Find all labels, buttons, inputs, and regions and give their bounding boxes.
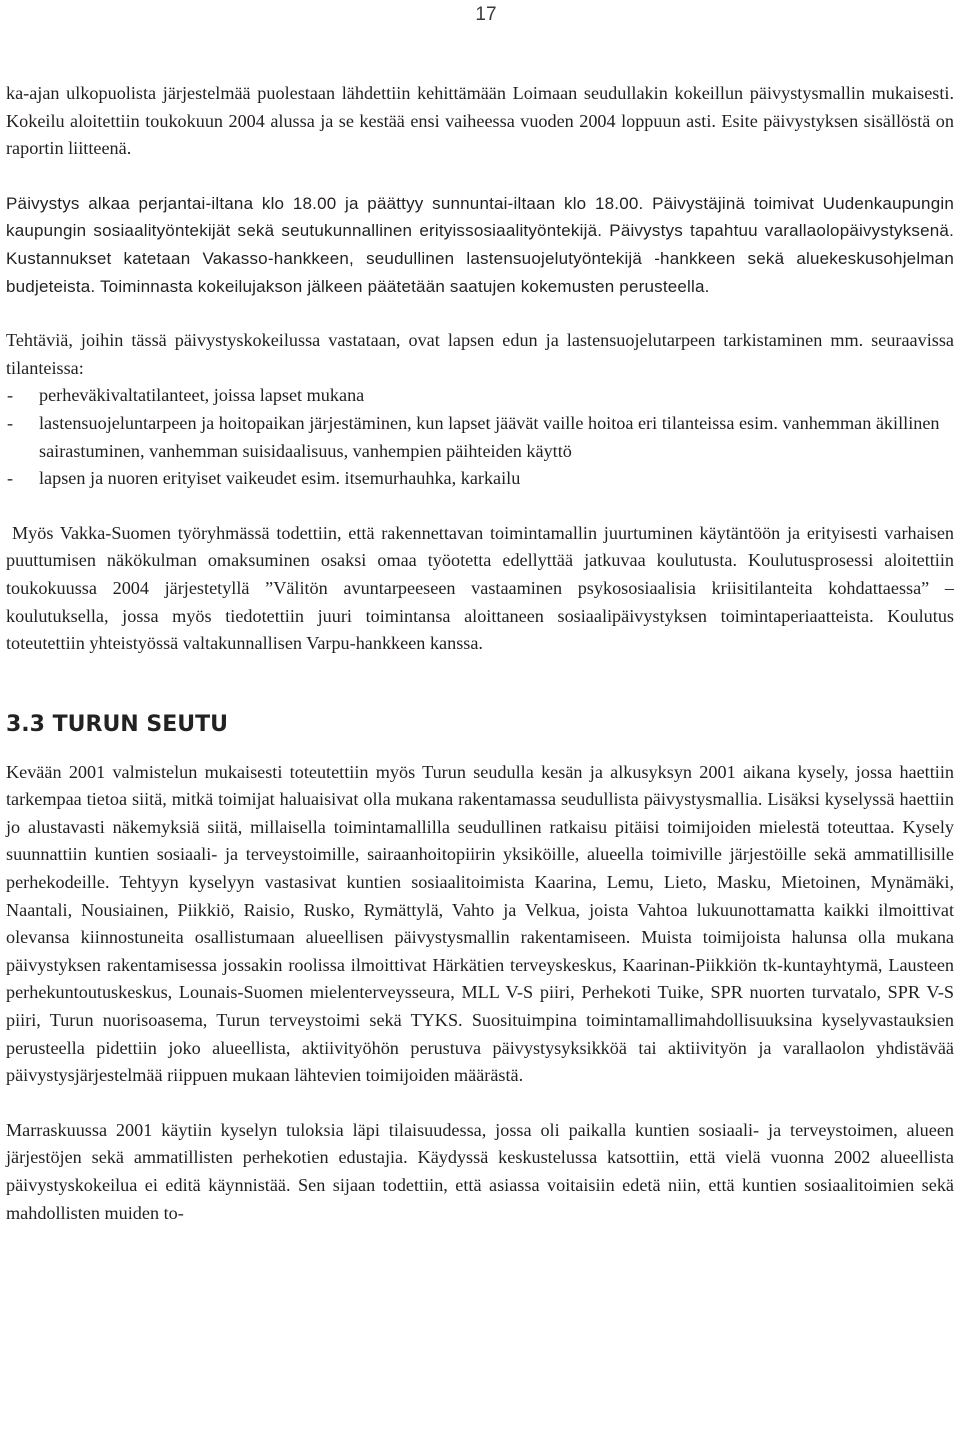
list-item-text: perheväkivaltatilanteet, joissa lapset mukana (39, 385, 365, 406)
heading-gap (6, 739, 954, 759)
list-dash: - (7, 412, 14, 433)
section-heading: 3.3 TURUN SEUTU (6, 711, 228, 737)
paragraph-tasks: Tehtäviä, joihin tässä päivystyskokeilussa vastataan, ovat lapsen edun ja lastensuojelutarpeen tarkistaminen mm. seuraavissa tilanteissa: (6, 330, 954, 378)
paragraph-gap (6, 1090, 954, 1117)
paragraph-gap (6, 163, 954, 190)
paragraph-vakka-suomi: Myös Vakka-Suomen työryhmässä todettiin, että rakennettavan toimintamallin juurtuminen käytäntöön ja erityisesti varhaisen puuttumisen näkökulman omaksuminen osaksi omaa työotetta edellyttää jatkuvaa koulutusta. Koulutusprosessi aloitettiin toukokuussa 2004 järjestetyllä ”Välitön avuntarpeeseen vastaaminen psykososiaalisia kriisitilanteita kohdattaessa” –koulutuksella, jossa myös tiedotettiin juuri toimintansa aloittaneen sosiaalipäivystyksen toimintaperiaatteista. Koulutus toteutettiin yhteistyössä valtakunnallisen Varpu-hankkeen kanssa. (6, 522, 954, 654)
paragraph-gap (6, 300, 954, 327)
list-dash: - (7, 385, 14, 406)
page-number: 17 (475, 4, 497, 25)
section-gap (6, 658, 954, 711)
paragraph-november: Marraskuussa 2001 käytiin kyselyn tuloksia läpi tilaisuudessa, jossa oli paikalla kuntien sosiaali- ja terveystoimen, alueen järjestöjen sekä ammatillisten perhekotien edustajia. Käydyssä keskustelussa katsottiin, että vielä vuonna 2002 alueellista päivystyskokeilua ei editä käynnistää. Sen sijaan todettiin, että asiassa voitaisiin edetä niin, että kuntien sosiaalitoimien sekä mahdollisten muiden to- (6, 1119, 954, 1223)
paragraph-schedule: Päivystys alkaa perjantai-iltana klo 18.00 ja päättyy sunnuntai-iltaan klo 18.00. Päivystäjinä toimivat Uudenkaupungin kaupungin sosiaalityöntekijät sekä seutukunnallinen erityissosiaalityöntekijä. Päivystys tapahtuu varallaolopäivystyksenä. Kustannukset katetaan Vakasso-hankkeen, seudullinen lastensuojelutyöntekijä -hankkeen sekä aluekeskusohjelman budjeteista. Toiminnasta kokeilujakson jälkeen päätetään saatujen kokemusten perusteella. (6, 193, 954, 296)
list-item (6, 382, 954, 410)
list-item (6, 465, 954, 493)
list-item-text: lapsen ja nuoren erityiset vaikeudet esim. itsemurhauhka, karkailu (39, 468, 521, 489)
list-dash: - (7, 468, 14, 489)
list-item-text: lastensuojeluntarpeen ja hoitopaikan järjestäminen, kun lapset jäävät vaille hoitoa eri tilanteissa esim. vanhemman äkillinen sairastuminen, vanhemman suisidaalisuus, vanhempien päihteiden käyttö (39, 412, 940, 461)
task-list (6, 382, 954, 492)
paragraph-gap (6, 493, 954, 520)
paragraph-survey: Kevään 2001 valmistelun mukaisesti toteutettiin myös Turun seudulla kesän ja alkusyksyn 2001 aikana kysely, jossa haettiin tarkempaa tietoa siitä, mitkä toimijat haluaisivat olla mukana rakentamassa seudullista päivystysmallia. Lisäksi kyselyssä haettiin jo alustavasti näkemyksiä siitä, millaisella toimintamallilla seudullinen ratkaisu pitäisi toimijoiden mielestä toteuttaa. Kysely suunnattiin kuntien sosiaali- ja terveystoimille, sairaanhoitopiirin yksiköille, alueella toimiville järjestöille sekä ammatillisille perhekodeille. Tehtyyn kyselyyn vastasivat kuntien sosiaalitoimista Kaarina, Lemu, Lieto, Masku, Mietoinen, Mynämäki, Naantali, Nousiainen, Piikkiö, Raisio, Rusko, Rymättylä, Vahto ja Velkua, joista Vahtoa lukuunottamatta kaikki ilmoittivat olevansa kiinnostuneita osallistumaan alueellisen päivystysmallin rakentamiseen. Muista toimijoista halunsa olla mukana päivystyksen rakentamisessa jossakin roolissa ilmoittivat Härkätien terveyskeskus, Kaarinan-Piikkiön tk-kuntayhtymä, Lausteen perhekuntoutuskeskus, Lounais-Suomen mielenterveysseura, MLL V-S piiri, Perhekoti Tuike, SPR nuorten turvatalo, SPR V-S piiri, Turun nuorisoasema, Turun terveystoimi sekä TYKS. Suosituimpina toimintamallimahdollisuuksina kyselyvastauksien perusteella pidettiin joko alueellista, aktiivityöhön perustuva päivystysyksikköä tai aktiivityön ja varallaolon yhdistävää päivystysjärjestelmää riippuen mukaan lähtevien toimijoiden määrästä. (6, 761, 954, 1086)
list-item (6, 410, 954, 465)
paragraph-intro: ka-ajan ulkopuolista järjestelmää puolestaan lähdettiin kehittämään Loimaan seudullakin kokeillun päivystysmallin mukaisesti. Kokeilu aloitettiin toukokuun 2004 alussa ja se kestää ensi vaiheessa vuoden 2004 loppuun asti. Esite päivystyksen sisällöstä on raportin liitteenä. (6, 83, 954, 159)
document-body (6, 80, 954, 1227)
